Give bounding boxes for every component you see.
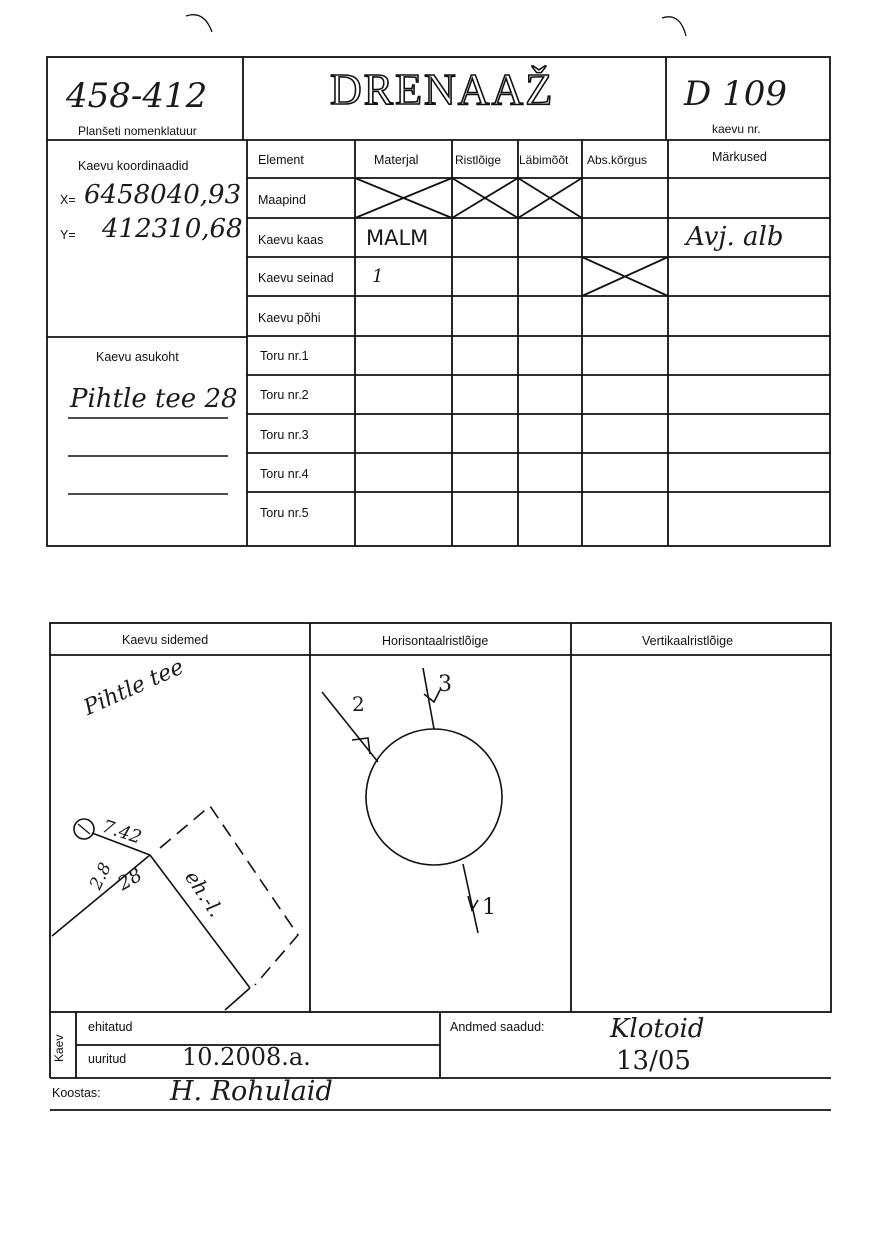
pipe-3-label: 3 [438, 672, 452, 697]
sketch-distance-b: 2.8 [86, 859, 116, 893]
table-row-label: Toru nr.4 [260, 467, 309, 481]
sketch-distance-a: 7.42 [99, 816, 145, 849]
surveyed-label: uuritud [88, 1052, 127, 1066]
lid-material-value: MALM [366, 226, 429, 250]
column-header-diameter: Läbimõõt [519, 153, 569, 167]
table-row-label: Kaevu seinad [258, 271, 334, 285]
well-number-label: kaevu nr. [712, 122, 761, 136]
sketch-street-name: Pihtle tee [80, 654, 188, 721]
data-received-value-1: Klotoid [610, 1014, 705, 1044]
pipe-2-label: 2 [352, 692, 365, 716]
built-label: ehitatud [88, 1020, 133, 1034]
table-row-label: Kaevu kaas [258, 233, 324, 247]
location-sketch [52, 806, 298, 1010]
horizontal-section-title: Horisontaalristlõige [382, 634, 489, 648]
plan-number-handwritten: 458-412 [66, 76, 208, 116]
table-row-label: Toru nr.5 [260, 506, 309, 520]
y-coordinate-value: 412310,68 [102, 214, 243, 244]
vertical-section-title: Vertikaalristlõige [642, 634, 734, 648]
sketch-building-label: eh.-l. [180, 866, 229, 922]
column-header-element: Element [258, 153, 304, 167]
data-received-value-2: 13/05 [616, 1046, 691, 1076]
compiled-by-value: H. Rohulaid [170, 1076, 333, 1107]
surveyed-value: 10.2008.a. [182, 1043, 311, 1071]
x-coordinate-label: X= [60, 193, 76, 207]
lid-notes-value: Avj. alb [686, 222, 784, 252]
table-row-label: Maapind [258, 193, 306, 207]
compiled-by-label: Koostas: [52, 1086, 101, 1100]
walls-material-value: 1 [372, 266, 384, 287]
location-label: Kaevu asukoht [96, 350, 179, 364]
table-row-label: Kaevu põhi [258, 311, 321, 325]
table-row-label: Toru nr.1 [260, 349, 309, 363]
coordinates-label: Kaevu koordinaadid [78, 159, 189, 173]
well-connections-title: Kaevu sidemed [122, 633, 209, 647]
data-received-label: Andmed saadud: [450, 1020, 545, 1034]
column-header-cross-section: Ristlõige [455, 153, 502, 167]
form-title: DRENAAŽ [330, 65, 555, 114]
column-header-notes: Märkused [712, 150, 767, 164]
plan-number-label: Planšeti nomenklatuur [78, 124, 197, 138]
y-coordinate-label: Y= [60, 228, 76, 242]
table-row-label: Toru nr.3 [260, 428, 309, 442]
column-header-material: Materjal [374, 153, 419, 167]
table-row-label: Toru nr.2 [260, 388, 309, 402]
column-header-elevation: Abs.kõrgus [587, 153, 648, 167]
location-value: Pihtle tee 28 [70, 384, 238, 414]
well-number-handwritten: D 109 [684, 74, 787, 114]
pipe-1-label: 1 [482, 895, 496, 920]
well-side-label: Kaev [52, 1034, 66, 1062]
x-coordinate-value: 6458040,93 [84, 180, 242, 210]
cross-section-drawing [322, 668, 502, 933]
sketch-distance-c: 28 [114, 863, 146, 896]
